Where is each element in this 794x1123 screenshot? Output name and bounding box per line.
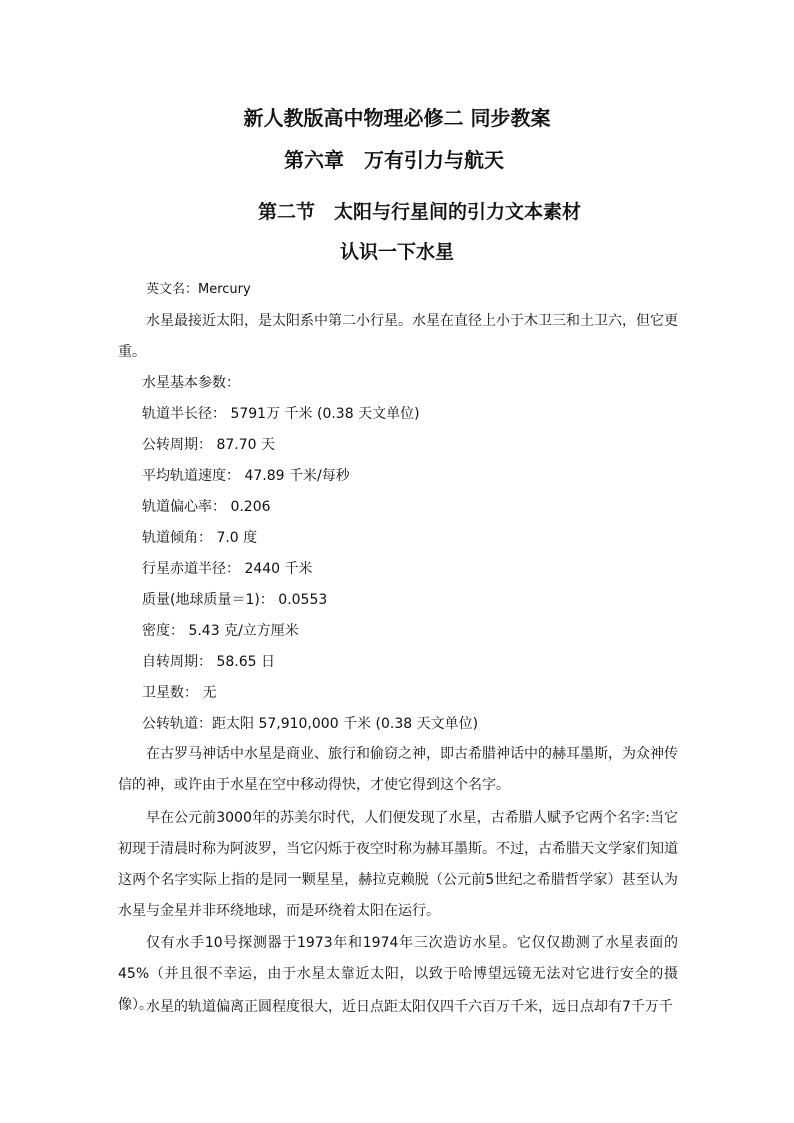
param-equatorial-radius: 行星赤道半径： 2440 千米 xyxy=(142,561,313,577)
param-satellites: 卫星数： 无 xyxy=(142,685,217,701)
param-semi-major-axis: 轨道半长径： 5791万 千米 (0.38 天文单位) xyxy=(142,406,420,422)
param-orbit-distance: 公转轨道：距太阳 57,910,000 千米 (0.38 天文单位) xyxy=(142,716,479,732)
mariner-paragraph: 仅有水手10号探测器于1973年和1974年三次造访水星。它仅仅勘测了水星表面的45%（并且很不幸运，由于水星太靠近太阳，以致于哈博望远镜无法对它进行安全的摄像）。 xyxy=(118,935,678,1013)
params-heading: 水星基本参数： xyxy=(142,375,240,391)
subtitle: 认识一下水星 xyxy=(339,241,454,263)
orbit-paragraph: 水星的轨道偏离正圆程度很大，近日点距太阳仅四千六百万千米，远日点却有7千万千 xyxy=(146,999,673,1015)
param-rotation-period: 自转周期： 58.65 日 xyxy=(142,654,275,670)
myth-paragraph: 在古罗马神话中水星是商业、旅行和偷窃之神，即古希腊神话中的赫耳墨斯，为众神传信的神，或许由于水星在空中移动得快，才使它得到这个名字。 xyxy=(118,746,678,793)
param-density: 密度： 5.43 克/立方厘米 xyxy=(142,623,299,639)
history-paragraph: 早在公元前3000年的苏美尔时代，人们便发现了水星，古希腊人赋予它两个名字:当它初现于清晨时称为阿波罗，当它闪烁于夜空时称为赫耳墨斯。不过，古希腊天文学家们知道这两个名字实际上指的是同一颗星星，赫拉克赖脱（公元前5世纪之希腊哲学家）甚至认为水星与金星并非环绕地球，而是环绕着太阳在运行。 xyxy=(118,810,678,919)
param-mass: 质量(地球质量＝1)： 0.0553 xyxy=(142,592,328,608)
chapter-title: 第六章 万有引力与航天 xyxy=(284,148,504,172)
document-title: 新人教版高中物理必修二 同步教案 xyxy=(243,106,551,130)
param-eccentricity: 轨道偏心率： 0.206 xyxy=(142,499,271,515)
param-orbital-period: 公转周期： 87.70 天 xyxy=(142,437,275,453)
param-orbital-speed: 平均轨道速度： 47.89 千米/每秒 xyxy=(142,468,350,484)
section-title: 第二节 太阳与行星间的引力文本素材 xyxy=(258,201,582,223)
param-inclination: 轨道倾角： 7.0 度 xyxy=(142,530,258,546)
english-name: 英文名：Mercury xyxy=(146,282,251,297)
intro-paragraph: 水星最接近太阳，是太阳系中第二小行星。水星在直径上小于木卫三和土卫六，但它更重。 xyxy=(118,313,678,360)
